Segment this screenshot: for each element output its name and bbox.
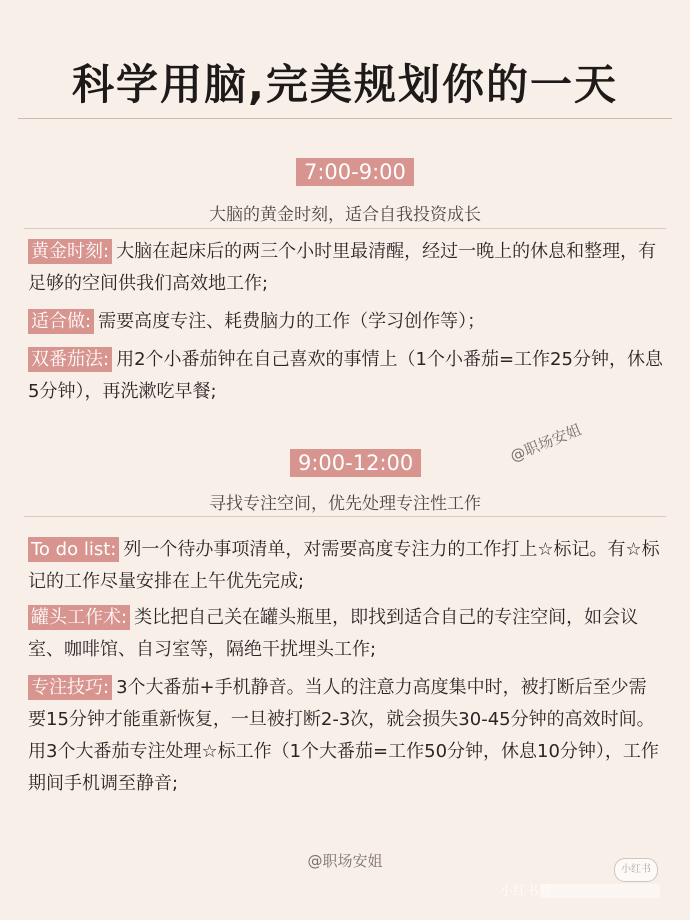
item-text: 用2个小番茄钟在自己喜欢的事情上（1个小番茄=工作25分钟，休息5分钟），再洗漱吃早餐; (28, 349, 663, 402)
watermark: @职场安姐 (507, 420, 584, 466)
section-divider-morning (24, 228, 666, 229)
item-text: 大脑在起床后的两三个小时里最清醒，经过一晚上的休息和整理，有足够的空间供我们高效地工作; (28, 241, 657, 294)
xiaohongshu-logo-badge: 小红书 (614, 858, 658, 882)
time-badge-morning: 7:00-9:00 (296, 158, 414, 186)
item-tag: 黄金时刻: (28, 239, 112, 264)
list-item-todo (28, 534, 664, 598)
list-item-golden-time (28, 236, 664, 300)
page-title: 科学用脑,完美规划你的一天 (72, 60, 618, 109)
item-text: 3个大番茄+手机静音。当人的注意力高度集中时，被打断后至少需要15分钟才能重新恢复，一旦被打断2-3次，就会损失30-45分钟的高效时间。用3个大番茄专注处理☆标工作（1个大番茄=工作50分钟，休息10分钟），工作期间手机调至静音; (28, 677, 659, 794)
corner-id-bar (540, 884, 660, 898)
item-text: 需要高度专注、耗费脑力的工作（学习创作等）； (98, 311, 486, 332)
item-tag: To do list: (28, 537, 119, 562)
title-divider (18, 118, 672, 119)
corner-watermark: 小红书号 (500, 884, 553, 899)
section-divider-forenoon (24, 516, 666, 517)
list-item-can-method (28, 602, 664, 666)
item-text: 列一个待办事项清单，对需要高度专注力的工作打上☆标记。有☆标记的工作尽量安排在上午优先完成; (28, 539, 660, 592)
item-text: 类比把自己关在罐头瓶里，即找到适合自己的专注空间，如会议室、咖啡馆、自习室等，隔绝干扰埋头工作; (28, 607, 639, 660)
list-item-suitable (28, 306, 664, 338)
list-item-double-tomato (28, 344, 664, 408)
item-tag: 罐头工作术: (28, 605, 130, 630)
time-badge-forenoon: 9:00-12:00 (290, 449, 421, 477)
item-tag: 专注技巧: (28, 675, 112, 700)
bottom-credit: @职场安姐 (307, 852, 383, 870)
section-subtitle-forenoon: 寻找专注空间，优先处理专注性工作 (209, 494, 481, 514)
section-subtitle-morning: 大脑的黄金时刻，适合自我投资成长 (209, 205, 481, 225)
item-tag: 适合做: (28, 309, 94, 334)
item-tag: 双番茄法: (28, 347, 112, 372)
list-item-focus-tips (28, 672, 664, 800)
